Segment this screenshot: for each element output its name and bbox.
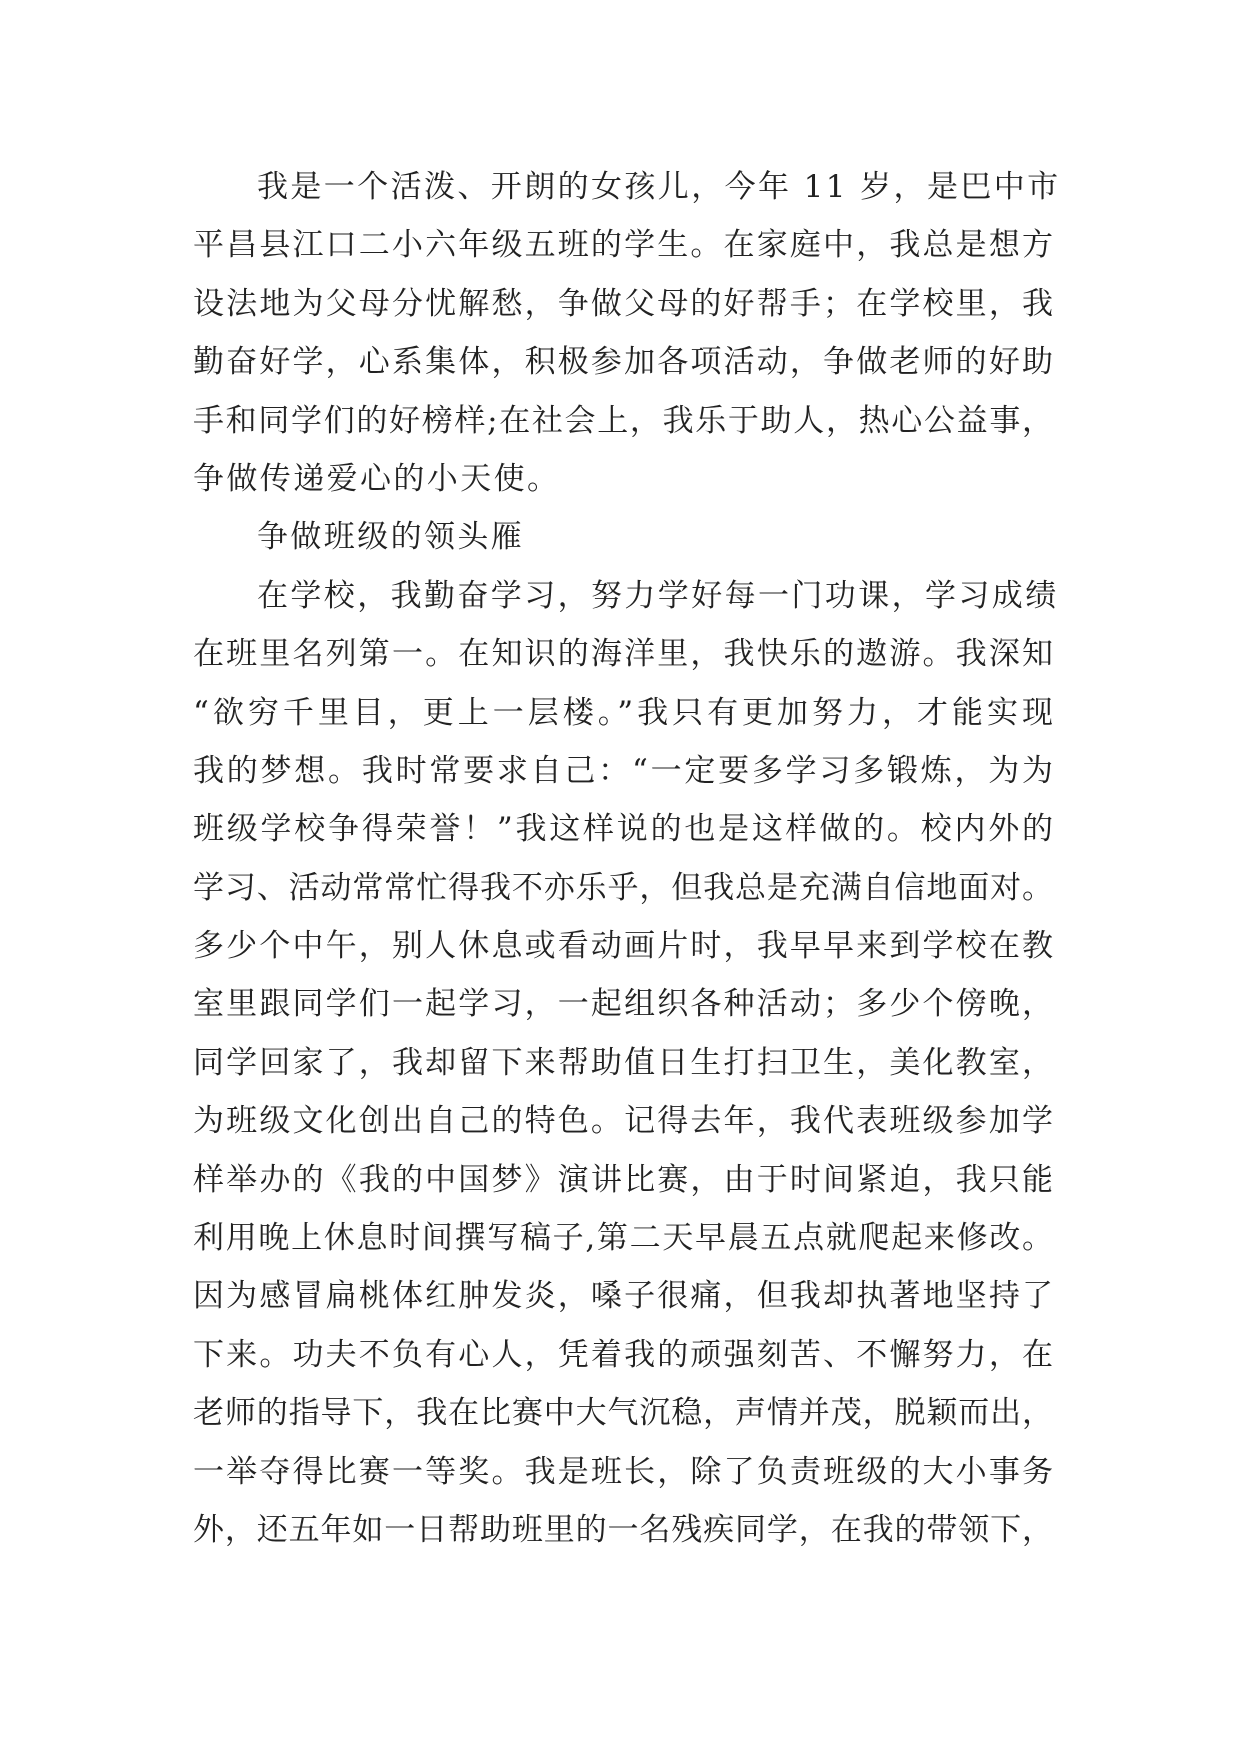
text-line: 班级学校争得荣誉！”我这样说的也是这样做的。校内外的 xyxy=(193,811,1053,848)
text-line: 学习、活动常常忙得我不亦乐乎，但我总是充满自信地面对。 xyxy=(193,869,1053,906)
document-body xyxy=(193,158,1061,1559)
text-line: 平昌县江口二小六年级五班的学生。在家庭中，我总是想方 xyxy=(193,227,1053,264)
text-line: 因为感冒扁桃体红肿发炎，嗓子很痛，但我却执著地坚持了 xyxy=(193,1278,1053,1315)
text-line: 勤奋好学，心系集体，积极参加各项活动，争做老师的好助 xyxy=(193,344,1053,381)
text-line: 为班级文化创出自己的特色。记得去年，我代表班级参加学 xyxy=(193,1103,1053,1140)
text-line: “欲穷千里目，更上一层楼。”我只有更加努力，才能实现 xyxy=(193,694,1053,731)
text-line: 室里跟同学们一起学习，一起组织各种活动；多少个傍晚， xyxy=(193,986,1053,1023)
text-line: 我是一个活泼、开朗的女孩儿，今年 11 岁，是巴中市 xyxy=(257,169,1061,205)
text-line: 在学校，我勤奋学习，努力学好每一门功课，学习成绩 xyxy=(257,577,1059,614)
text-line: 在班里名列第一。在知识的海洋里，我快乐的遨游。我深知 xyxy=(193,636,1053,673)
text-line: 下来。功夫不负有心人，凭着我的顽强刻苦、不懈努力，在 xyxy=(193,1336,1053,1373)
text-line: 老师的指导下，我在比赛中大气沉稳，声情并茂，脱颖而出， xyxy=(193,1395,1053,1432)
text-line: 一举夺得比赛一等奖。我是班长，除了负责班级的大小事务 xyxy=(193,1453,1053,1490)
text-line: 外，还五年如一日帮助班里的一名残疾同学，在我的带领下， xyxy=(193,1511,1053,1548)
text-line: 我的梦想。我时常要求自己：“一定要多学习多锻炼，为为 xyxy=(193,752,1053,789)
text-line: 同学回家了，我却留下来帮助值日生打扫卫生，美化教室， xyxy=(193,1044,1053,1081)
text-line: 争做传递爱心的小天使。 xyxy=(193,460,561,497)
text-line: 手和同学们的好榜样;在社会上，我乐于助人，热心公益事， xyxy=(193,402,1053,439)
text-line: 利用晚上休息时间撰写稿子,第二天早晨五点就爬起来修改。 xyxy=(193,1220,1053,1257)
text-line: 设法地为父母分忧解愁，争做父母的好帮手；在学校里，我 xyxy=(193,285,1053,322)
section-heading: 争做班级的领头雁 xyxy=(257,519,525,556)
text-line: 样举办的《我的中国梦》演讲比赛，由于时间紧迫，我只能 xyxy=(193,1161,1053,1198)
text-line: 多少个中午，别人休息或看动画片时，我早早来到学校在教 xyxy=(193,928,1053,965)
